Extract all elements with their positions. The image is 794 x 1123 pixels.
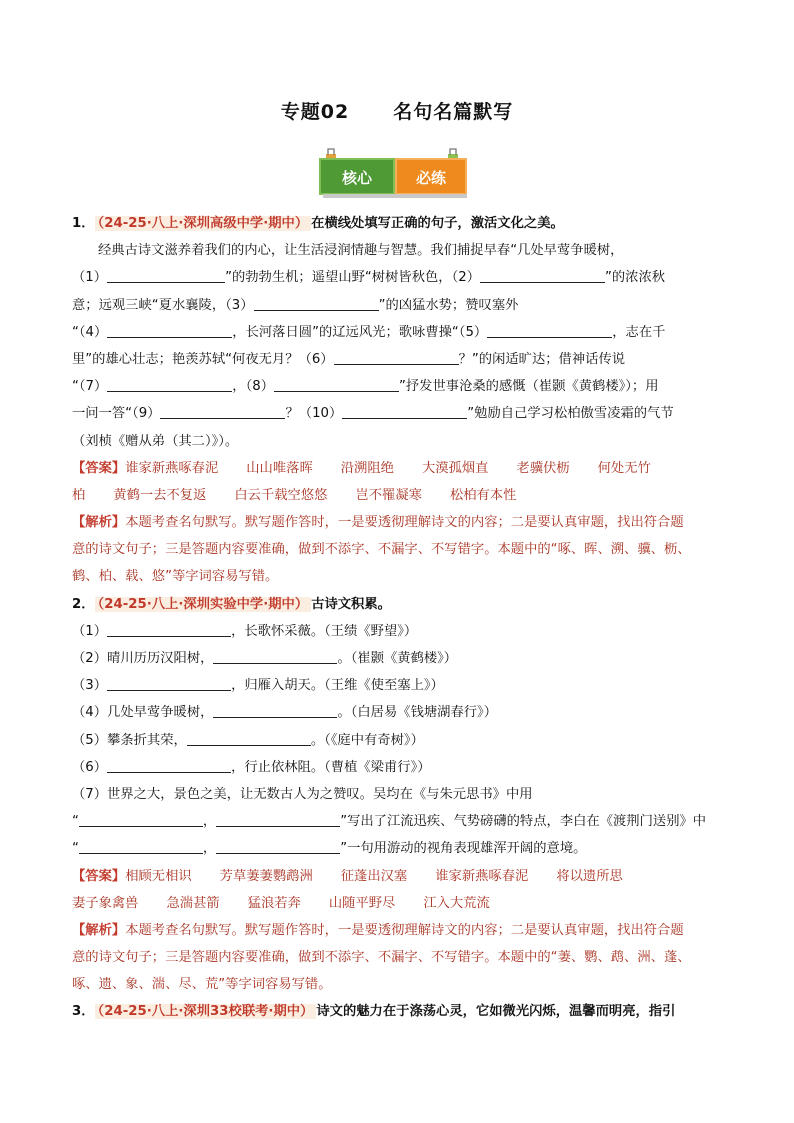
question-stem: 诗文的魅力在于涤荡心灵，它如微光闪烁，温馨而明亮，指引 xyxy=(316,1004,676,1020)
answer-blank[interactable] xyxy=(107,757,231,773)
q1-line: “（4） ，长河落日圆”的辽远风光；歌咏曹操“（5） ，志在千 xyxy=(72,319,730,346)
question-source: （24-25·八上·深圳实验中学·期中） xyxy=(95,597,312,612)
q2-analysis: 【解析】本题考查名句默写。默写题作答时，一是要透彻理解诗文的内容；二是要认真审题，找出符合题 xyxy=(72,922,684,938)
question-source: （24-25·八上·深圳高级中学·期中） xyxy=(95,216,312,231)
q2-item: “ ， ”一句用游动的视角表现雄浑开阔的意境。 xyxy=(72,835,730,862)
q1-analysis: 鹤、柏、载、悠”等字词容易写错。 xyxy=(72,569,279,585)
q2-item: （7）世界之大，景色之美，让无数古人为之赞叹。吴均在《与朱元思书》中用 xyxy=(72,786,533,802)
badge-shadow xyxy=(323,194,467,198)
answer-blank[interactable] xyxy=(254,295,379,311)
answer-blank[interactable] xyxy=(487,322,612,338)
q2-answer-cont: 妻子象禽兽 急湍甚箭 猛浪若奔 山随平野尽 江入大荒流 xyxy=(72,895,490,911)
question-source: （24-25·八上·深圳33校联考·期中） xyxy=(95,1004,317,1019)
q2-answer: 【答案】相顾无相识 芳草萋萋鹦鹉洲 征蓬出汉塞 谁家新燕啄春泥 将以遗所思 xyxy=(72,868,623,884)
badge-core: 核心 xyxy=(319,158,395,195)
answer-blank[interactable] xyxy=(274,376,399,392)
answer-blank[interactable] xyxy=(107,675,231,691)
answer-blank[interactable] xyxy=(79,838,203,854)
q2-item: （5）攀条折其荣， 。（《庭中有奇树》） xyxy=(72,727,730,754)
answer-blank[interactable] xyxy=(216,811,340,827)
q1-analysis: 意的诗文句子；三是答题内容要准确，做到不添字、不漏字、不写错字。本题中的“啄、晖、溯、骥、枥、 xyxy=(72,542,691,558)
q2-item: （1） ，长歌怀采薇。（王绩《野望》） xyxy=(72,618,730,645)
section-badge xyxy=(319,148,471,198)
q1-analysis: 【解析】本题考查名句默写。默写题作答时，一是要透彻理解诗文的内容；二是要认真审题，找出符合题 xyxy=(72,515,684,531)
q1-line: “（7） ，（8） ”抒发世事沧桑的感慨（崔颢《黄鹤楼》）；用 xyxy=(72,373,730,400)
question-stem: 古诗文积累。 xyxy=(311,596,391,612)
page-title xyxy=(0,97,794,124)
q2-item: （2）晴川历历汉阳树， 。（崔颢《黄鹤楼》） xyxy=(72,645,730,672)
question-2-header: 2． （24-25·八上·深圳实验中学·期中） 古诗文积累。 xyxy=(72,596,391,612)
answer-blank[interactable] xyxy=(79,811,203,827)
answer-blank[interactable] xyxy=(160,403,285,419)
answer-blank[interactable] xyxy=(216,838,340,854)
q1-answer: 【答案】谁家新燕啄春泥 山山唯落晖 沿溯阻绝 大漠孤烟直 老骥伏枥 何处无竹 xyxy=(72,460,651,476)
question-1-header: 1． （24-25·八上·深圳高级中学·期中） 在横线处填写正确的句子，激活文化之美。 xyxy=(72,216,564,231)
q1-line: 里”的雄心壮志；艳羡苏轼“何夜无月？（6） ？”的闲适旷达；借神话传说 xyxy=(72,346,730,373)
question-3-header: 3． （24-25·八上·深圳33校联考·期中） 诗文的魅力在于涤荡心灵，它如微光闪烁，温馨而明亮，指引 xyxy=(72,1004,676,1020)
answer-blank[interactable] xyxy=(334,349,459,365)
badge-practice: 必练 xyxy=(395,158,467,195)
question-stem: 在横线处填写正确的句子，激活文化之美。 xyxy=(311,216,564,231)
q1-line: （刘桢《赠从弟（其二）》）。 xyxy=(72,433,239,449)
q2-item: （3） ，归雁入胡天。（王维《使至塞上》） xyxy=(72,672,730,699)
answer-blank[interactable] xyxy=(480,267,605,283)
answer-blank[interactable] xyxy=(107,322,232,338)
answer-blank[interactable] xyxy=(187,730,311,746)
title-text: 名句名篇默写 xyxy=(393,101,514,123)
answer-blank[interactable] xyxy=(342,403,467,419)
q1-line: 意；远观三峡“夏水襄陵，（3） ”的凶猛水势；赞叹塞外 xyxy=(72,292,730,319)
q1-line: 经典古诗文滋养着我们的内心，让生活浸润情趣与智慧。我们捕捉早春“几处早莺争暖树， xyxy=(98,243,624,259)
q2-item: “ ， ”写出了江流迅疾、气势磅礴的特点，李白在《渡荆门送别》中 xyxy=(72,808,730,835)
q1-line: （1） ”的勃勃生机；遥望山野“树树皆秋色，（2） ”的浓浓秋 xyxy=(72,264,730,291)
document-body xyxy=(72,210,730,1026)
answer-blank[interactable] xyxy=(107,376,232,392)
answer-blank[interactable] xyxy=(107,621,231,637)
q2-item: （4）几处早莺争暖树， 。（白居易《钱塘湖春行》） xyxy=(72,699,730,726)
q2-analysis: 意的诗文句子；三是答题内容要准确，做到不添字、不漏字、不写错字。本题中的“萋、鹦、鹉、洲、蓬、 xyxy=(72,950,691,966)
title-number: 专题02 xyxy=(280,101,350,123)
q2-item: （6） ，行止依林阻。（曹植《梁甫行》） xyxy=(72,754,730,781)
q2-analysis: 啄、遗、象、湍、尽、荒”等字词容易写错。 xyxy=(72,977,332,993)
answer-blank[interactable] xyxy=(107,267,225,283)
q1-answer-cont: 柏 黄鹤一去不复返 白云千载空悠悠 岂不罹凝寒 松柏有本性 xyxy=(72,487,517,503)
answer-blank[interactable] xyxy=(213,648,337,664)
answer-blank[interactable] xyxy=(213,702,337,718)
q1-line: 一问一答“（9） ？（10） ”勉励自己学习松柏傲雪凌霜的气节 xyxy=(72,400,730,427)
